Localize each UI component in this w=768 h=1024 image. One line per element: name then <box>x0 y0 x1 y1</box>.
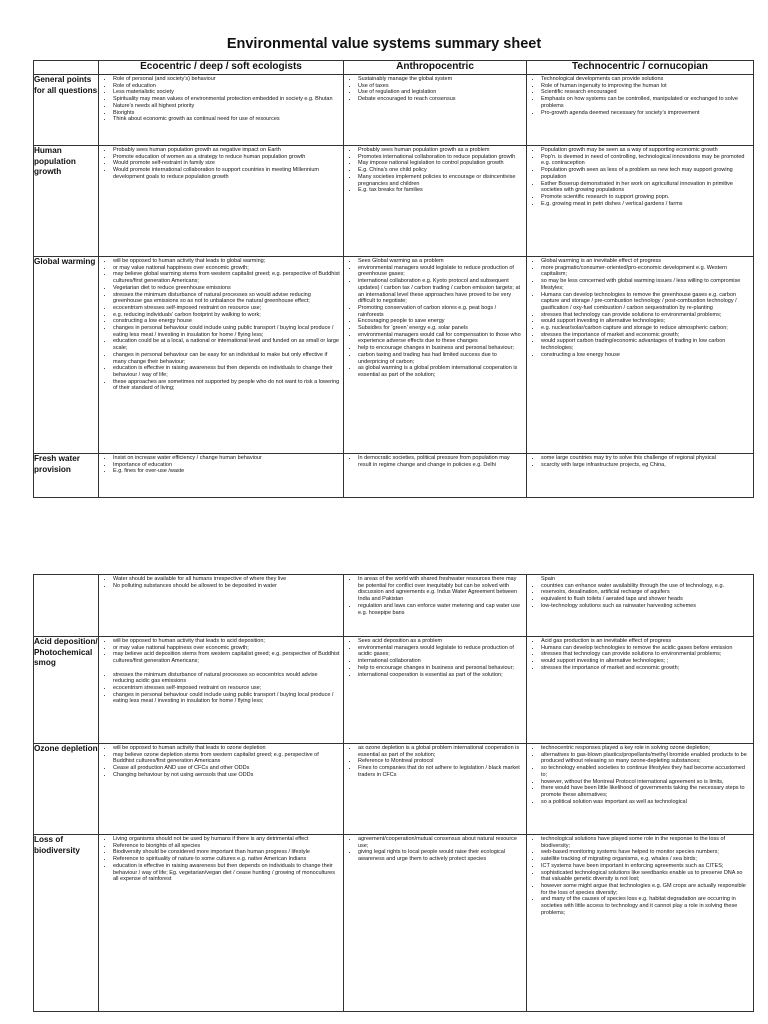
bullet-item: • international collaboration e.g. Kyoto protocol and subsequent updates) / carbon tax / carbon trading / carbon emission targets; at an international level these approaches have proved to be very difficult to negotiate; <box>358 278 523 305</box>
bullet-item: • help to encourage changes in business and personal behaviour; <box>358 345 523 352</box>
bullet-list <box>99 575 343 589</box>
bullet-item: • changes in personal behaviour can be easy for an individual to make but only effective if many change their behaviour; <box>113 352 340 365</box>
anthropocentric-cell <box>344 146 527 257</box>
bullet-item: • constructing a low energy house <box>541 352 750 359</box>
bullet-item: • Changing behaviour by not using aerosols that use ODDs <box>113 772 340 779</box>
bullet-item: • may believe acid deposition stems from western capitalist greed; e.g. perspective of Buddhist cultures/first generation Americans; <box>113 651 340 664</box>
bullet-item: • changes in personal behaviour could include using public transport / buying local produce / eating less meat / investing in insulation for home / flying less; <box>113 325 340 338</box>
row-label: Acid deposition/ Photochemical smog <box>34 637 99 744</box>
bullet-item: • and many of the causes of species loss e.g. habitat degradation are occurring in societies with little access to technology and it cannot play a role in solving these problems; <box>541 896 750 916</box>
bullet-item: • more pragmatic/consumer-oriented/pro-economic development e.g. Western capitalism; <box>541 265 750 278</box>
bullet-item: • may believe ozone depletion stems from western capitalist greed; e.g. perspective of Buddhist cultures/first generation Americans <box>113 752 340 765</box>
bullet-list <box>344 75 526 103</box>
bullet-item: • however some might argue that technologies e.g. GM crops are actually responsible for the loss of species diversity; <box>541 883 750 896</box>
bullet-list <box>99 146 343 181</box>
bullet-item: • Many societies implement policies to encourage or disincentivise pregnancies and children <box>358 174 523 187</box>
bullet-item: • Vegetarian diet to reduce greenhouse emissions <box>113 285 340 292</box>
bullet-list <box>344 146 526 194</box>
corner-cell <box>34 61 99 75</box>
bullet-item: • Pop'n. is deemed in need of controlling, technological innovations may be promoted e.g. contraception <box>541 154 750 167</box>
bullet-item: • Would promote international collaboration to support countries in meeting Millennium development goals to reduce population growth <box>113 167 340 180</box>
bullet-list <box>99 257 343 392</box>
technocentric-cell <box>527 835 754 1012</box>
bullet-item: • these approaches are sometimes not supported by people who do not want to risk a lowering of their standard of living; <box>113 379 340 392</box>
technocentric-cell <box>527 257 754 454</box>
bullet-item: • there would have been little likelihood of governments taking the necessary steps to promote these alternatives; <box>541 785 750 798</box>
ecocentric-cell <box>99 744 344 835</box>
bullet-item: • low-technology solutions such as rainwater harvesting schemes <box>541 603 750 610</box>
anthropocentric-cell <box>344 75 527 146</box>
anthropocentric-cell <box>344 835 527 1012</box>
row-label: General points for all questions <box>34 75 99 146</box>
bullet-item: • alternatives to gas-blown plastics/propellants/methyl bromide enabled products to be produced without releasing so many ozone-depleting substances; <box>541 752 750 765</box>
row-human-population-growth <box>34 146 754 257</box>
anthropocentric-cell <box>344 454 527 498</box>
bullet-item: • stresses the importance of market and economic growth; <box>541 665 750 672</box>
bullet-item: • E.g. fines for over-use /waste <box>113 468 340 475</box>
bullet-item: • Probably sees human population growth as a problem <box>358 147 523 154</box>
bullet-item: • stresses the minimum disturbance of natural processes so would advise reducing greenhouse gas emissions so as not to unbalance the natural greenhouse effect; <box>113 292 340 305</box>
bullet-item: • Water should be available for all humans irrespective of where they live <box>113 576 340 583</box>
bullet-item: • Acid gas production is an inevitable effect of progress <box>541 638 750 645</box>
ecocentric-cell <box>99 146 344 257</box>
bullet-item: • Encouraging people to save energy <box>358 318 523 325</box>
bullet-item: • e.g. nuclear/solar/carbon capture and storage to reduce atmospheric carbon; <box>541 325 750 332</box>
header-technocentric: Technocentric / cornucopian <box>527 61 754 75</box>
bullet-item: • Reference to biorights of all species <box>113 843 340 850</box>
bullet-item: • international collaboration <box>358 658 523 665</box>
bullet-item: • giving legal rights to local people would raise their ecological awareness and urge them to actively protect species <box>358 849 523 862</box>
ecocentric-cell <box>99 257 344 454</box>
bullet-item: • education is effective in raising awareness but then depends on individuals to change their behaviour / way of life; <box>113 365 340 378</box>
bullet-item: • Global warming is an inevitable effect of progress <box>541 258 750 265</box>
bullet-item: • Promote education of women as a strategy to reduce human population growth <box>113 154 340 161</box>
bullet-item: • sophisticated technological solutions like seedbanks enable us to preserve DNA so that valuable genetic diversity is not lost; <box>541 870 750 883</box>
continued-text: Spain <box>541 576 556 582</box>
bullet-item: • Debate encouraged to reach consensus <box>358 96 523 103</box>
bullet-item: • will be opposed to human activity that leads to global warming; <box>113 258 340 265</box>
bullet-list <box>344 637 526 678</box>
bullet-item: • help to encourage changes in business and personal behaviour; <box>358 665 523 672</box>
bullet-item: • stresses the importance of market and economic growth; <box>541 332 750 339</box>
bullet-item: • Would promote self-restraint in family size <box>113 160 340 167</box>
anthropocentric-cell <box>344 575 527 637</box>
anthropocentric-cell <box>344 637 527 744</box>
bullet-item: • would support investing in alternative technologies; ; <box>541 658 750 665</box>
bullet-item: • may believe global warming stems from western capitalist greed; e.g. perspective of Buddhist cultures/first generation Americans; <box>113 271 340 284</box>
bullet-list <box>344 575 526 616</box>
bullet-item: • environmental managers would call for compensation to those who experience adverse effects due to these changes <box>358 332 523 345</box>
technocentric-cell <box>527 146 754 257</box>
bullet-item: • so a political solution was important as well as technological <box>541 799 750 806</box>
bullet-item: • Role of human ingenuity to improving the human lot <box>541 83 750 90</box>
bullet-item: • stresses that technology can provide solutions to environmental problems; <box>541 651 750 658</box>
bullet-item: • stresses that technology can provide solutions to environmental problems; <box>541 312 750 319</box>
bullet-item: • Promotes international collaboration to reduce population growth <box>358 154 523 161</box>
bullet-list <box>344 744 526 779</box>
row-continued <box>34 575 754 637</box>
bullet-item: • as global warming is a global problem international cooperation is essential as part of the solution; <box>358 365 523 378</box>
bullet-item: • Population growth may be seen as a way of supporting economic growth <box>541 147 750 154</box>
bullet-item: • Scientific research encouraged <box>541 89 750 96</box>
bullet-item: • technocentric responses played a key role in solving ozone depletion; <box>541 745 750 752</box>
bullet-item: • Sees Global warming as a problem <box>358 258 523 265</box>
bullet-item: • would support carbon trading/economic advantages of trading in low carbon technologies; <box>541 338 750 351</box>
row-label: Global warming <box>34 257 99 454</box>
bullet-item: • stresses the minimum disturbance of natural processes so ecocentrics would advise reducing acidic gas emissions <box>113 672 340 685</box>
row-loss-of-biodiversity <box>34 835 754 1012</box>
bullet-item: • education is effective in raising awareness but then depends on individuals to change their behaviour / way of life; Eg. vegetarian/vegan diet / cease hunting / growing of monocultures all expense of rainforest <box>113 863 340 883</box>
bullet-item: • In areas of the world with shared freshwater resources there may be potential for conflict over inequitably but can be solved with discussion and agreements e.g. Indus Water Agreement between India and Pakistan <box>358 576 523 603</box>
ecocentric-cell <box>99 575 344 637</box>
ecocentric-cell <box>99 454 344 498</box>
bullet-list <box>527 637 753 672</box>
row-general-points-for-all-questions <box>34 75 754 146</box>
bullet-item: • Think about economic growth as continual need for use of resources <box>113 116 340 123</box>
bullet-item: • scarcity with large infrastructure projects, eg China, <box>541 462 750 469</box>
bullet-list <box>527 75 753 116</box>
row-ozone-depletion <box>34 744 754 835</box>
summary-table-page-1 <box>33 60 754 498</box>
bullet-item: • E.g. China’s one child policy <box>358 167 523 174</box>
ecocentric-cell <box>99 75 344 146</box>
bullet-item: • ICT systems have been important in enforcing agreements such as CITES; <box>541 863 750 870</box>
technocentric-cell <box>527 744 754 835</box>
bullet-list <box>99 744 343 779</box>
bullet-item: • Nature’s needs all highest priority <box>113 103 340 110</box>
bullet-item: • In democratic societies, political pressure from population may result in regime change and change in policies e.g. Delhi <box>358 455 523 468</box>
row-label: Fresh water provision <box>34 454 99 498</box>
bullet-item: • Technological developments can provide solutions <box>541 76 750 83</box>
row-label: Ozone depletion <box>34 744 99 835</box>
bullet-item: • agreement/cooperation/mutual consensus about natural resource use; <box>358 836 523 849</box>
bullet-item: • Population growth seen as less of a problem as new tech may support growing population <box>541 167 750 180</box>
bullet-item: • reservoirs, desalination, artificial recharge of aquifers <box>541 589 750 596</box>
anthropocentric-cell <box>344 257 527 454</box>
bullet-item: • Pro-growth agenda deemed necessary for society’s improvement <box>541 110 750 117</box>
bullet-item: • Esther Boserup demonstrated in her work on agricultural innovation in primitive societies with growing populations <box>541 181 750 194</box>
anthropocentric-cell <box>344 744 527 835</box>
bullet-item: • Use of regulation and legislation <box>358 89 523 96</box>
bullet-item: • Use of taxes <box>358 83 523 90</box>
row-label: Loss of biodiversity <box>34 835 99 1012</box>
bullet-list <box>344 257 526 379</box>
bullet-item: • education could be at a local, a national or international level and funded on as small or large scale; <box>113 338 340 351</box>
bullet-item: • Living organisms should not be used by humans if there is any detrimental effect <box>113 836 340 843</box>
bullet-item: • ecocentrism stresses self-imposed restraint on resource use; <box>113 305 340 312</box>
bullet-item: • environmental managers would legislate to reduce production of greenhouse gases; <box>358 265 523 278</box>
bullet-item: • Subsidies for ‘green’ energy e.g. solar panels <box>358 325 523 332</box>
bullet-item: • so may be less concerned with global warming issues / less willing to compromise lifestyles; <box>541 278 750 291</box>
bullet-list <box>99 637 343 705</box>
bullet-item: • Reference to Montreal protocol <box>358 758 523 765</box>
bullet-item: • so technology enabled societies to continue lifestyles they had become accustomed to; <box>541 765 750 778</box>
bullet-item: • May impose national legislation to control population growth <box>358 160 523 167</box>
bullet-list <box>99 75 343 123</box>
technocentric-cell <box>527 637 754 744</box>
bullet-item: • Emphasis on how systems can be controlled, manipulated or exchanged to solve problems <box>541 96 750 109</box>
bullet-item: • Sustainably manage the global system <box>358 76 523 83</box>
bullet-item: • No polluting substances should be allowed to be deposited in water <box>113 583 340 590</box>
bullet-item: • e.g. reducing individuals’ carbon footprint by walking to work; <box>113 312 340 319</box>
bullet-list <box>99 454 343 475</box>
ecocentric-cell <box>99 835 344 1012</box>
bullet-item: • regulation and laws can enforce water metering and cap water use e.g. hosepipe bans <box>358 603 523 616</box>
bullet-item: • carbon taxing and trading has had limited success due to underpricing of carbon; <box>358 352 523 365</box>
bullet-item: • Cease all production AND use of CFCs and other ODDs <box>113 765 340 772</box>
header-anthropocentric: Anthropocentric <box>344 61 527 75</box>
bullet-item: • Reference to spirituality of nature to some cultures e.g. native American Indians <box>113 856 340 863</box>
page-title: Environmental value systems summary sheet <box>226 36 542 52</box>
ecocentric-cell <box>99 637 344 744</box>
header-row <box>34 61 754 75</box>
bullet-item: • will be opposed to human activity that leads to ozone depletion <box>113 745 340 752</box>
bullet-list <box>527 257 753 359</box>
row-label <box>34 575 99 637</box>
bullet-item: • E.g. tax breaks for families <box>358 187 523 194</box>
bullet-item: • Humans can develop technologies to remove the greenhouse gases e.g. carbon capture and storage / pre-combustion technology / post-combustion technology / gasification / oxy-fuel combustion / carbon sequestration by re-planting <box>541 292 750 312</box>
bullet-list <box>527 835 753 916</box>
technocentric-cell <box>527 454 754 498</box>
bullet-item: • Fines to companies that do not adhere to legislation / black market traders in CFCs <box>358 765 523 778</box>
bullet-item: • or may value national happiness over economic growth; <box>113 645 340 652</box>
bullet-item: • Role of personal (and society’s) behaviour <box>113 76 340 83</box>
header-ecocentric: Ecocentric / deep / soft ecologists <box>99 61 344 75</box>
row-label: Human population growth <box>34 146 99 257</box>
bullet-item: • equivalent to flush toilets / aerated taps and shower heads <box>541 596 750 603</box>
bullet-item <box>113 665 340 672</box>
bullet-list <box>527 146 753 207</box>
bullet-item: • Insist on increase water efficiency / change human behaviour <box>113 455 340 462</box>
bullet-item: • Promote scientific research to support growing popn. <box>541 194 750 201</box>
bullet-item: • technological solutions have played some role in the response to the loss of biodiversity; <box>541 836 750 849</box>
bullet-item: • Promoting conservation of carbon stores e.g. peat bogs / rainforests <box>358 305 523 318</box>
row-fresh-water-provision <box>34 454 754 498</box>
bullet-item: • some large countries may try to solve this challenge of regional physical <box>541 455 750 462</box>
bullet-item: • environmental managers would legislate to reduce production of acidic gases; <box>358 645 523 658</box>
summary-table-page-2 <box>33 574 754 1012</box>
bullet-item: • Biodiversity should be considered more important than human progress / lifestyle <box>113 849 340 856</box>
bullet-item: • will be opposed to human activity that leads to acid deposition; <box>113 638 340 645</box>
bullet-item: • Sees acid deposition as a problem <box>358 638 523 645</box>
bullet-item: • satellite tracking of migrating organisms, e.g. whales / sea birds; <box>541 856 750 863</box>
bullet-item: • countries can enhance water availability through the use of technology, e.g. <box>541 583 750 590</box>
bullet-list <box>527 575 753 610</box>
bullet-item: • constructing a low energy house <box>113 318 340 325</box>
bullet-list <box>99 835 343 883</box>
bullet-item: • Role of education <box>113 83 340 90</box>
bullet-item: • however, without the Montreal Protocol international agreement so is limits, <box>541 779 750 786</box>
bullet-list <box>527 454 753 468</box>
bullet-list <box>344 835 526 863</box>
bullet-item: • as ozone depletion is a global problem international cooperation is essential as part of the solution; <box>358 745 523 758</box>
bullet-item: • E.g. growing meat in petri dishes / vertical gardens / farms <box>541 201 750 208</box>
bullet-item: • ecocentrism stresses self-imposed restraint on resource use; <box>113 685 340 692</box>
row-acid-deposition-photochemical-smog <box>34 637 754 744</box>
bullet-list <box>344 454 526 468</box>
bullet-item: • Less materialistic society <box>113 89 340 96</box>
row-global-warming <box>34 257 754 454</box>
bullet-item: • would support investing in alternative technologies; <box>541 318 750 325</box>
technocentric-cell <box>527 575 754 637</box>
bullet-item: • web-based monitoring systems have helped to monitor species numbers; <box>541 849 750 856</box>
bullet-item: • Spirituality may mean values of environmental protection embedded in society e.g. Bhutan <box>113 96 340 103</box>
bullet-item: • international cooperation is essential as part of the solution; <box>358 672 523 679</box>
technocentric-cell <box>527 75 754 146</box>
bullet-item: • or may value national happiness over economic growth; <box>113 265 340 272</box>
bullet-item: • Humans can develop technologies to remove the acidic gases before emission <box>541 645 750 652</box>
bullet-item: • changes in personal behaviour could include using public transport / buying local produce / eating less meat / investing in insulation for home / flying less; <box>113 692 340 705</box>
bullet-list <box>527 744 753 805</box>
bullet-item: • Biorights <box>113 110 340 117</box>
bullet-item: • Importance of education <box>113 462 340 469</box>
bullet-item: • Probably sees human population growth as negative impact on Earth <box>113 147 340 154</box>
